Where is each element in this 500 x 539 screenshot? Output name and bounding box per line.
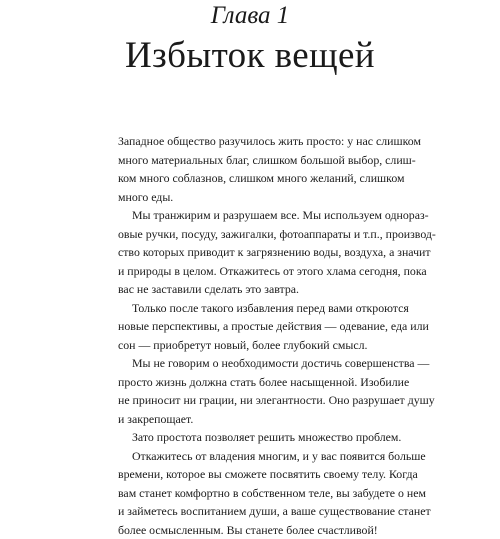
chapter-label: Глава 1 (0, 2, 500, 30)
text-line: овые ручки, посуду, зажигалки, фотоаппараты и т.п., производ- (118, 225, 380, 244)
text-line: ство которых приводит к загрязнению воды, воздуха, а значит (118, 243, 380, 262)
paragraph (118, 354, 380, 428)
paragraph (118, 428, 380, 447)
chapter-title: Избыток вещей (0, 36, 500, 76)
text-line: много материальных благ, слишком большой выбор, слиш- (118, 151, 380, 170)
text-line: более осмысленным. Вы станете более счастливой! (118, 521, 380, 539)
text-line: и закрепощает. (118, 410, 380, 429)
paragraph (118, 132, 380, 206)
text-line: много еды. (118, 188, 380, 207)
text-line: вас не заставили сделать это завтра. (118, 280, 380, 299)
text-line: вам станет комфортно в собственном теле, вы забудете о нем (118, 484, 380, 503)
text-line: новые перспективы, а простые действия — одевание, еда или (118, 317, 380, 336)
paragraph (118, 447, 380, 539)
text-line: сон — приобретут новый, более глубокий смысл. (118, 336, 380, 355)
paragraph (118, 206, 380, 299)
text-line: Зато простота позволяет решить множество проблем. (118, 428, 380, 447)
text-line: Мы не говорим о необходимости достичь совершенства — (118, 354, 380, 373)
text-line: Западное общество разучилось жить просто: у нас слишком (118, 132, 380, 151)
text-line: Только после такого избавления перед вами откроются (118, 299, 380, 318)
body-text (118, 132, 380, 539)
text-line: просто жизнь должна стать более насыщенной. Изобилие (118, 373, 380, 392)
text-line: и природы в целом. Откажитесь от этого хлама сегодня, пока (118, 262, 380, 281)
text-line: Откажитесь от владения многим, и у вас появится больше (118, 447, 380, 466)
text-line: и займетесь воспитанием души, а ваше существование станет (118, 502, 380, 521)
paragraph (118, 299, 380, 355)
text-line: не приносит ни грации, ни элегантности. Оно разрушает душу (118, 391, 380, 410)
text-line: времени, которое вы сможете посвятить своему телу. Когда (118, 465, 380, 484)
text-line: Мы транжирим и разрушаем все. Мы используем однораз- (118, 206, 380, 225)
text-line: ком много соблазнов, слишком много желаний, слишком (118, 169, 380, 188)
